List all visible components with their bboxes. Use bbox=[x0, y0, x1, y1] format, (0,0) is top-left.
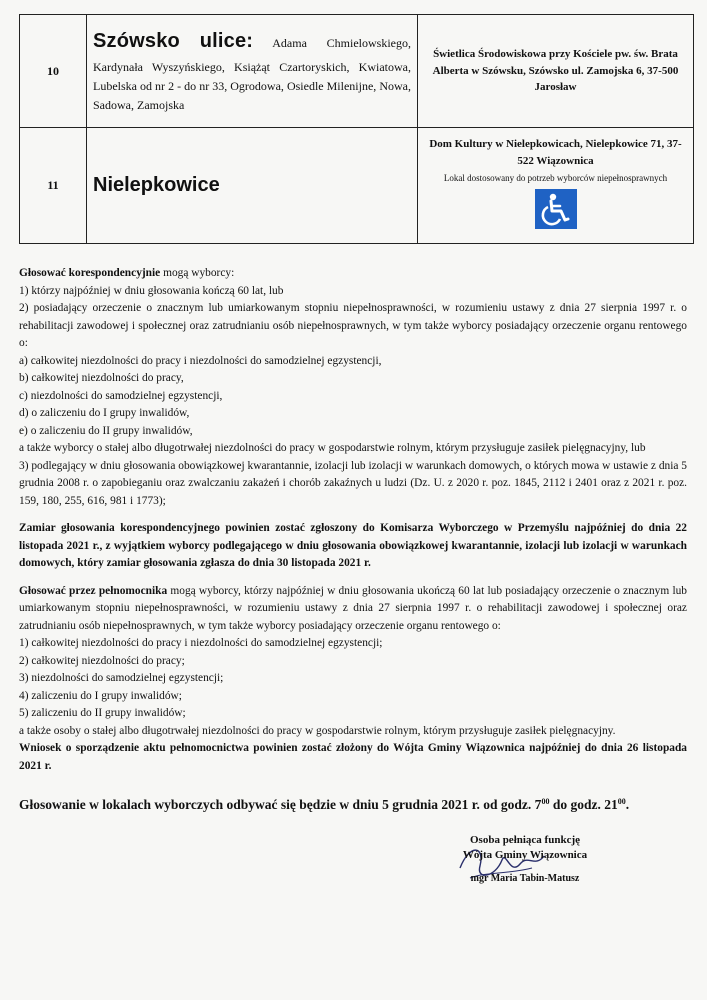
list-item: 4) zaliczeniu do I grupy inwalidów; bbox=[19, 689, 182, 702]
list-item: c) niezdolności do samodzielnej egzystencji, bbox=[19, 389, 223, 402]
polling-place-cell bbox=[418, 128, 694, 244]
district-number: 11 bbox=[20, 128, 87, 244]
accessibility-note: Lokal dostosowany do potrzeb wyborców niepełnosprawnych bbox=[443, 172, 668, 183]
proxy-deadline: Wniosek o sporządzenie aktu pełnomocnictwa powinien zostać złożony do Wójta Gminy Wiązownica najpóźniej do dnia 26 listopada 2021 r. bbox=[19, 742, 687, 772]
list-item: 3) podlegający w dniu głosowania obowiązkowej kwarantannie, izolacji lub izolacji w warunkach domowych, o których mowa w ustawie z dnia 5 grudnia 2008 r. o zapobieganiu oraz zwalczaniu zakażeń i chorób zakaźnych u ludzi (Dz. U. z 2020 r. poz. 1845, 2112 i 2401 oraz z 2021 r. poz. 159, 180, 255, 616, 981 i 1773); bbox=[19, 459, 687, 507]
final-notice-sup: 00 bbox=[617, 797, 626, 806]
final-notice-text: Głosowanie w lokalach wyborczych odbywać się będzie w dniu 5 grudnia 2021 r. od godz. 7 bbox=[19, 797, 542, 812]
polling-districts-table bbox=[19, 14, 694, 244]
election-day-notice bbox=[19, 793, 687, 814]
signature-line: Wójta Gminy Wiązownica bbox=[462, 849, 588, 861]
district-number: 10 bbox=[20, 15, 87, 128]
district-streets bbox=[87, 128, 418, 244]
final-notice-text: do godz. 21 bbox=[549, 797, 618, 812]
proxy-lead-bold: Głosować przez pełnomocnika bbox=[19, 584, 168, 597]
streets-list: Adama Chmielowskiego, Kardynała Wyszyńskiego, Książąt Czartoryskich, Kwiatowa, Lubelska od nr 2 - do nr 33, Ogrodowa, Osiedle Milenijne, Nowa, Sadowa, Zamojska bbox=[93, 36, 411, 113]
list-item: 1) którzy najpóźniej w dniu głosowania kończą 60 lat, lub bbox=[19, 284, 284, 297]
signatory-name: mgr Maria Tabin-Matusz bbox=[470, 873, 580, 884]
polling-place: Świetlica Środowiskowa przy Kościele pw. św. Brata Alberta w Szówsku, Szówsko ul. Zamojska 6, 37-500 Jarosław bbox=[418, 15, 694, 128]
correspondence-lead-bold: Głosować korespondencyjnie bbox=[19, 267, 161, 279]
streets-label: ulice: bbox=[199, 30, 254, 53]
list-item: a także osoby o stałej albo długotrwałej niezdolności do pracy w gospodarstwie rolnym, którym przysługuje zasiłek pielęgnacyjny. bbox=[19, 724, 616, 737]
voting-rules-text bbox=[19, 265, 687, 775]
signature-block bbox=[380, 833, 670, 886]
wheelchair-icon bbox=[535, 189, 577, 229]
signature-line: Osoba pełniąca funkcję bbox=[469, 834, 580, 846]
table-row bbox=[20, 128, 694, 244]
list-item: 2) całkowitej niezdolności do pracy; bbox=[19, 654, 185, 667]
locality-name: Szówsko bbox=[93, 30, 180, 53]
district-streets bbox=[87, 15, 418, 128]
list-item: d) o zaliczeniu do I grupy inwalidów, bbox=[19, 407, 190, 419]
list-item: 1) całkowitej niezdolności do pracy i niezdolności do samodzielnej egzystencji; bbox=[19, 637, 383, 649]
table-row bbox=[20, 15, 694, 128]
polling-place: Dom Kultury w Nielepkowicach, Nielepkowice 71, 37-522 Wiązownica bbox=[429, 138, 682, 167]
correspondence-lead bbox=[19, 265, 687, 283]
list-item: 2) posiadający orzeczenie o znacznym lub umiarkowanym stopniu niepełnosprawności, w rozumieniu ustawy z dnia 27 sierpnia 1997 r. o rehabilitacji zawodowej i społecznej oraz zatrudnianiu osób niepełnosprawnych, w tym także wyborcy posiadający orzeczenie organu rentowego o: bbox=[19, 302, 687, 349]
list-item: e) o zaliczeniu do II grupy inwalidów, bbox=[19, 424, 193, 437]
list-item: a) całkowitej niezdolności do pracy i niezdolności do samodzielnej egzystencji, bbox=[19, 354, 382, 367]
list-item: 5) zaliczeniu do II grupy inwalidów; bbox=[19, 707, 186, 719]
list-item: 3) niezdolności do samodzielnej egzystencji; bbox=[19, 672, 224, 684]
final-notice-text: . bbox=[625, 797, 630, 812]
final-notice-sup: 00 bbox=[541, 797, 550, 806]
list-item: b) całkowitej niezdolności do pracy, bbox=[19, 372, 184, 384]
list-item: a także wyborcy o stałej albo długotrwałej niezdolności do pracy w gospodarstwie rolnym, którym przysługuje zasiłek pielęgnacyjny, lub bbox=[19, 442, 646, 454]
proxy-lead-rest: mogą wyborcy, którzy najpóźniej w dniu głosowania ukończą 60 lat lub posiadający orzeczenie o znacznym lub umiarkowanym stopniu niepełnosprawności, w rozumieniu ustawy z dnia 27 sierpnia 1997 r. o rehabilitacji zawodowej i społecznej oraz zatrudnianiu osób niepełnosprawnych, w tym także wyborcy posiadający orzeczenie organu rentowego o: bbox=[19, 584, 687, 632]
correspondence-lead-rest: mogą wyborcy: bbox=[160, 267, 235, 279]
correspondence-deadline: Zamiar głosowania korespondencyjnego powinien zostać zgłoszony do Komisarza Wyborczego w Przemyślu najpóźniej do dnia 22 listopada 2021 r., z wyjątkiem wyborcy podlegającego w dniu głosowania obowiązkowej kwarantannie, izolacji lub izolacji w warunkach domowych, który zamiar głosowania zgłasza do dnia 30 listopada 2021 r. bbox=[19, 522, 687, 569]
locality-name: Nielepkowice bbox=[93, 173, 220, 196]
proxy-lead bbox=[19, 583, 687, 636]
